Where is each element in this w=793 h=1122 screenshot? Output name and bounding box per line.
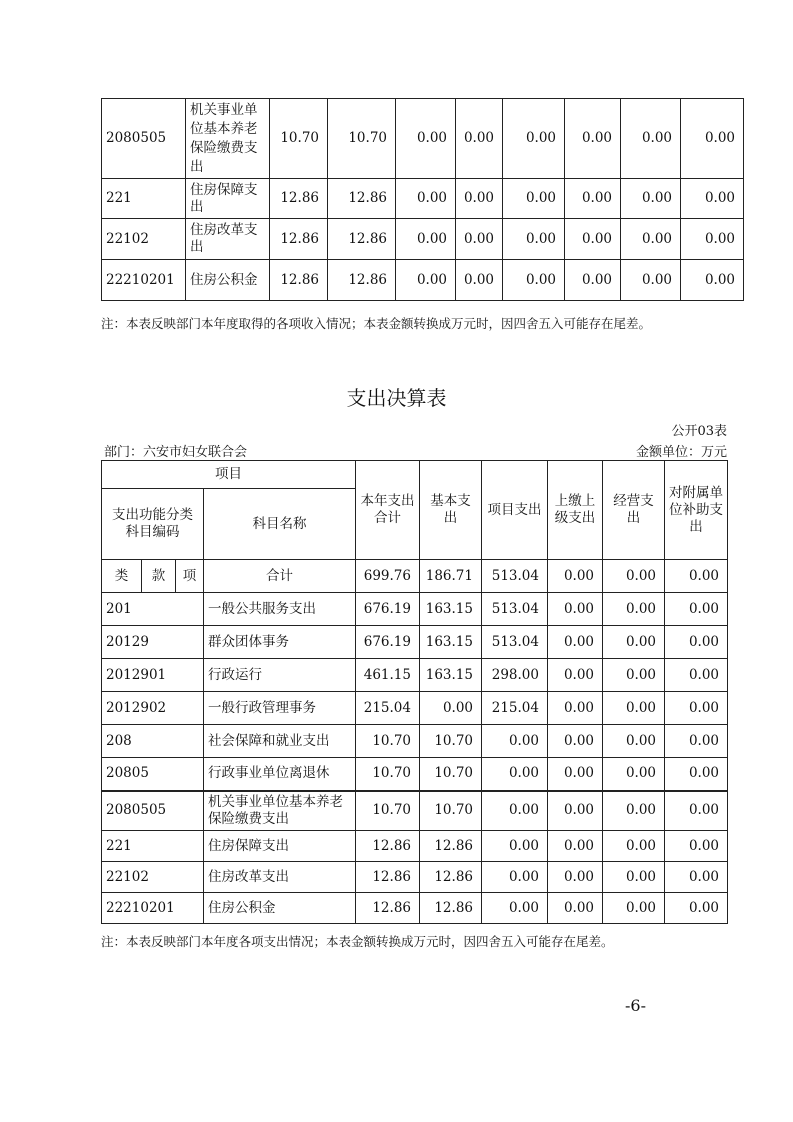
subject-code: 22102 [102,219,186,260]
value-cell: 12.86 [420,893,482,924]
value-cell: 461.15 [356,659,420,692]
value-cell: 0.00 [603,626,665,659]
value-cell: 0.00 [603,791,665,831]
subject-name: 一般行政管理事务 [204,692,356,725]
value-cell: 0.00 [603,862,665,893]
value-cell: 0.00 [482,758,548,791]
value-cell: 0.00 [603,659,665,692]
value-cell: 513.04 [482,560,548,593]
expenditure-table-note: 注：本表反映部门本年度各项支出情况；本表金额转换成万元时，因四舍五入可能存在尾差。 [101,934,614,949]
value-cell: 0.00 [503,260,565,301]
table-row [102,791,728,831]
page-title: 支出决算表 [346,386,447,410]
subject-code: 2012902 [102,692,204,725]
subject-code: 22210201 [102,893,204,924]
header-total: 本年支出合计 [356,461,420,560]
value-cell: 0.00 [548,831,603,862]
value-cell: 0.00 [681,99,744,179]
header-subject-name: 科目名称 [204,489,356,560]
value-cell: 0.00 [456,179,503,219]
value-cell: 0.00 [665,725,728,758]
header-code-group: 支出功能分类科目编码 [102,489,204,560]
value-cell: 0.00 [665,659,728,692]
value-cell: 0.00 [603,758,665,791]
value-cell: 0.00 [482,791,548,831]
subject-code: 22102 [102,862,204,893]
table-row [102,219,744,260]
value-cell: 0.00 [665,758,728,791]
table-row [102,692,728,725]
total-label: 合计 [204,560,356,593]
header-business: 经营支出 [603,461,665,560]
value-cell: 0.00 [565,99,621,179]
value-cell: 10.70 [420,725,482,758]
income-table-continuation [101,98,744,301]
value-cell: 699.76 [356,560,420,593]
table-row [102,626,728,659]
table-row [102,260,744,301]
subject-name: 社会保障和就业支出 [204,725,356,758]
value-cell: 12.86 [420,862,482,893]
value-cell: 0.00 [665,692,728,725]
value-cell: 0.00 [603,893,665,924]
table-row [102,99,744,179]
subject-name: 住房保障支出 [204,831,356,862]
value-cell: 0.00 [548,692,603,725]
subject-code: 2080505 [102,99,186,179]
value-cell: 0.00 [548,560,603,593]
value-cell: 0.00 [456,260,503,301]
value-cell: 0.00 [548,725,603,758]
table-row [102,758,728,791]
value-cell: 0.00 [548,893,603,924]
value-cell: 10.70 [356,791,420,831]
header-subsidy: 对附属单位补助支出 [665,461,728,560]
value-cell: 0.00 [548,593,603,626]
value-cell: 0.00 [503,179,565,219]
value-cell: 0.00 [621,260,681,301]
value-cell: 0.00 [482,893,548,924]
header-kuan: 款 [142,560,176,593]
subject-name: 住房公积金 [186,260,270,301]
value-cell: 0.00 [603,593,665,626]
value-cell: 12.86 [356,831,420,862]
subject-name: 行政运行 [204,659,356,692]
value-cell: 0.00 [603,725,665,758]
value-cell: 10.70 [270,99,328,179]
total-row [102,560,728,593]
subject-name: 住房保障支出 [186,179,270,219]
header-lei: 类 [102,560,142,593]
subject-code: 221 [102,179,186,219]
table-row [102,593,728,626]
subject-code: 2080505 [102,791,204,831]
subject-code: 201 [102,593,204,626]
value-cell: 0.00 [665,862,728,893]
subject-name: 机关事业单位基本养老保险缴费支出 [186,99,270,179]
department-label: 部门：六安市妇女联合会 [104,445,248,460]
value-cell: 513.04 [482,593,548,626]
subject-code: 20129 [102,626,204,659]
value-cell: 0.00 [565,179,621,219]
value-cell: 0.00 [396,260,456,301]
header-row [102,461,728,489]
value-cell: 215.04 [482,692,548,725]
value-cell: 0.00 [456,99,503,179]
value-cell: 0.00 [665,593,728,626]
value-cell: 0.00 [665,626,728,659]
subject-name: 住房改革支出 [186,219,270,260]
value-cell: 0.00 [621,179,681,219]
table-row [102,893,728,924]
amount-unit-label: 金额单位：万元 [635,445,727,460]
subject-code: 221 [102,831,204,862]
table-row [102,659,728,692]
value-cell: 0.00 [565,219,621,260]
value-cell: 12.86 [356,862,420,893]
subject-name: 住房改革支出 [204,862,356,893]
value-cell: 0.00 [603,692,665,725]
value-cell: 215.04 [356,692,420,725]
value-cell: 0.00 [396,179,456,219]
value-cell: 0.00 [482,862,548,893]
value-cell: 12.86 [420,831,482,862]
value-cell: 298.00 [482,659,548,692]
value-cell: 0.00 [482,831,548,862]
header-xiang: 项 [176,560,204,593]
value-cell: 0.00 [665,831,728,862]
value-cell: 0.00 [456,219,503,260]
value-cell: 10.70 [420,791,482,831]
value-cell: 163.15 [420,593,482,626]
value-cell: 0.00 [420,692,482,725]
value-cell: 0.00 [396,99,456,179]
value-cell: 0.00 [548,862,603,893]
table-row [102,179,744,219]
value-cell: 0.00 [548,791,603,831]
value-cell: 0.00 [548,626,603,659]
value-cell: 0.00 [503,99,565,179]
value-cell: 10.70 [328,99,396,179]
table-row [102,862,728,893]
value-cell: 0.00 [665,893,728,924]
subject-name: 住房公积金 [204,893,356,924]
value-cell: 12.86 [270,260,328,301]
value-cell: 12.86 [270,219,328,260]
value-cell: 0.00 [548,758,603,791]
subject-code: 2012901 [102,659,204,692]
subject-code: 20805 [102,758,204,791]
value-cell: 0.00 [681,179,744,219]
header-project: 项目支出 [482,461,548,560]
page-number: -6- [625,996,646,1015]
subject-name: 一般公共服务支出 [204,593,356,626]
header-basic: 基本支出 [420,461,482,560]
subject-code: 22210201 [102,260,186,301]
value-cell: 10.70 [420,758,482,791]
value-cell: 12.86 [356,893,420,924]
value-cell: 10.70 [356,758,420,791]
value-cell: 0.00 [548,659,603,692]
value-cell: 0.00 [665,560,728,593]
value-cell: 0.00 [681,219,744,260]
value-cell: 0.00 [565,260,621,301]
income-table-note: 注：本表反映部门本年度取得的各项收入情况；本表金额转换成万元时，因四舍五入可能存在尾差。 [101,316,652,331]
value-cell: 12.86 [270,179,328,219]
value-cell: 12.86 [328,179,396,219]
subject-code: 208 [102,725,204,758]
table-row [102,725,728,758]
subject-name: 群众团体事务 [204,626,356,659]
value-cell: 12.86 [328,219,396,260]
value-cell: 0.00 [482,725,548,758]
value-cell: 10.70 [356,725,420,758]
value-cell: 0.00 [621,219,681,260]
expenditure-table [101,460,728,924]
table-row [102,831,728,862]
value-cell: 0.00 [603,831,665,862]
value-cell: 676.19 [356,593,420,626]
value-cell: 676.19 [356,626,420,659]
subject-name: 行政事业单位离退休 [204,758,356,791]
value-cell: 0.00 [681,260,744,301]
value-cell: 0.00 [603,560,665,593]
subject-name: 机关事业单位基本养老保险缴费支出 [204,791,356,831]
value-cell: 163.15 [420,659,482,692]
header-item: 项目 [102,461,356,489]
value-cell: 513.04 [482,626,548,659]
table-number: 公开03表 [671,424,727,439]
value-cell: 0.00 [503,219,565,260]
value-cell: 0.00 [621,99,681,179]
value-cell: 12.86 [328,260,396,301]
value-cell: 0.00 [665,791,728,831]
value-cell: 0.00 [396,219,456,260]
value-cell: 186.71 [420,560,482,593]
value-cell: 163.15 [420,626,482,659]
header-upper: 上缴上级支出 [548,461,603,560]
